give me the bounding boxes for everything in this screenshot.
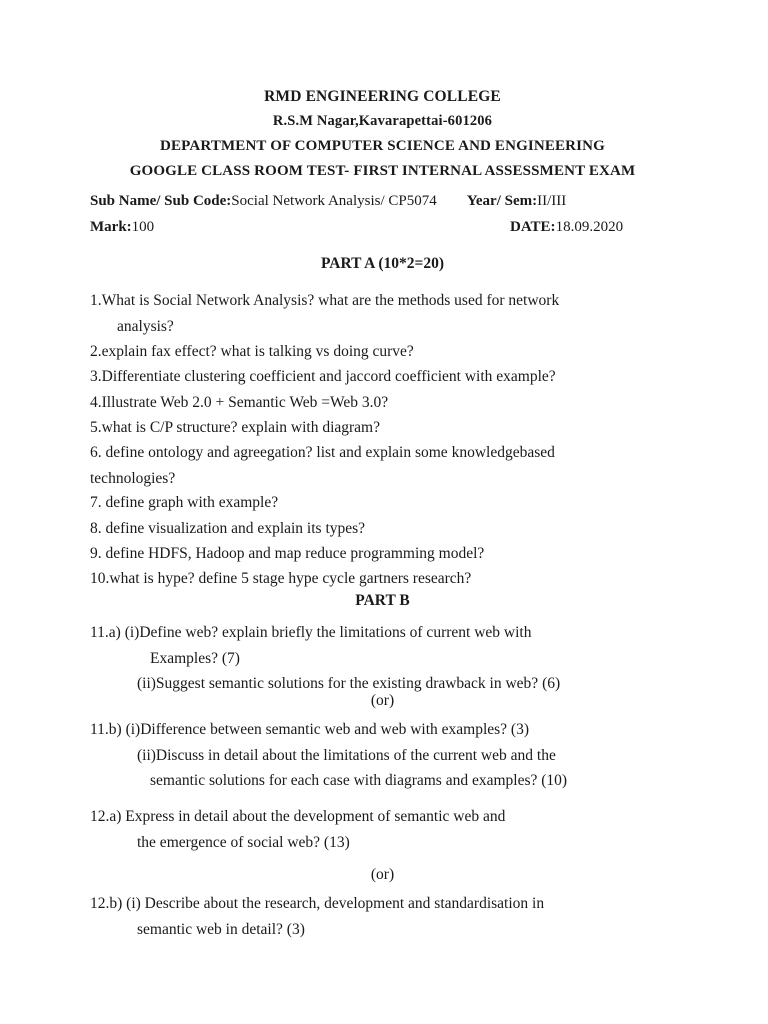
part-b-heading: PART B [355, 592, 410, 609]
year-sem-label: Year/ Sem: [466, 193, 538, 209]
question-a-10 [90, 566, 675, 592]
or-separator-1: (or) [370, 692, 395, 709]
college-address: R.S.M Nagar,Kavarapettai-601206 [272, 113, 493, 129]
part-a-heading: PART A (10*2=20) [320, 255, 445, 272]
question-a-9 [90, 541, 675, 567]
date-label: DATE: [510, 219, 556, 235]
subject-value: Social Network Analysis/ CP5074 [231, 193, 437, 209]
document-header [90, 84, 675, 184]
question-a-2-line1: 2.explain fax effect? what is talking vs doing curve? [90, 343, 414, 360]
date-value: 18.09.2020 [555, 219, 624, 235]
question-b-11a-line2: Examples? (7) [150, 649, 240, 667]
date-group [510, 215, 623, 240]
question-a-4 [90, 390, 675, 416]
question-b-12a-line2: the emergence of social web? (13) [137, 833, 350, 851]
exam-title: GOOGLE CLASS ROOM TEST- FIRST INTERNAL ASSESSMENT EXAM [129, 163, 636, 179]
question-b-11b-line1: 11.b) (i)Difference between semantic web and web with examples? (3) [90, 721, 529, 738]
subject-meta-row [90, 189, 675, 214]
department-name: DEPARTMENT OF COMPUTER SCIENCE AND ENGINEERING [160, 138, 605, 154]
subject-label: Sub Name/ Sub Code: [90, 193, 232, 209]
question-a-5-line1: 5.what is C/P structure? explain with diagram? [90, 419, 380, 436]
question-a-10-line1: 10.what is hype? define 5 stage hype cycle gartners research? [90, 570, 472, 587]
question-a-1 [90, 288, 675, 339]
question-b-12a-line1: 12.a) Express in detail about the development of semantic web and [90, 808, 506, 825]
mark-meta-row [90, 215, 675, 240]
question-a-6 [90, 440, 675, 491]
question-b-11a-line1: 11.a) (i)Define web? explain briefly the limitations of current web with [90, 624, 532, 641]
question-b-12b-line1: 12.b) (i) Describe about the research, development and standardisation in [90, 895, 545, 912]
question-b-11b-line3: semantic solutions for each case with diagrams and examples? (10) [150, 772, 568, 789]
question-a-6-line1: 6. define ontology and agreegation? list and explain some knowledgebased [90, 444, 555, 461]
question-b-12b-line2: semantic web in detail? (3) [137, 920, 305, 938]
college-name: RMD ENGINEERING COLLEGE [264, 88, 501, 105]
question-b-11b [90, 717, 675, 794]
question-a-1-line2: analysis? [117, 317, 174, 335]
question-b-12a [90, 804, 675, 855]
question-b-11b-line2: (ii)Discuss in detail about the limitations of the current web and the [137, 746, 556, 764]
or-separator-2: (or) [370, 866, 395, 883]
question-a-8 [90, 516, 675, 542]
question-a-4-line1: 4.Illustrate Web 2.0 + Semantic Web =Web 3.0? [90, 394, 389, 411]
question-a-3-line1: 3.Differentiate clustering coefficient and jaccord coefficient with example? [90, 368, 556, 385]
question-b-12b [90, 891, 675, 942]
question-a-8-line1: 8. define visualization and explain its types? [90, 520, 366, 537]
question-b-11a-line3: (ii)Suggest semantic solutions for the existing drawback in web? (6) [137, 675, 561, 692]
question-b-11a [90, 620, 675, 697]
year-sem-value: II/III [537, 193, 567, 209]
question-a-3 [90, 364, 675, 390]
question-a-9-line1: 9. define HDFS, Hadoop and map reduce programming model? [90, 545, 485, 562]
question-a-5 [90, 415, 675, 441]
question-a-2 [90, 339, 675, 365]
question-a-7 [90, 490, 675, 516]
mark-label: Mark: [90, 219, 132, 235]
mark-value: 100 [131, 219, 155, 235]
question-a-6-line2: technologies? [90, 469, 176, 487]
question-a-7-line1: 7. define graph with example? [90, 494, 279, 511]
question-a-1-line1: 1.What is Social Network Analysis? what are the methods used for network [90, 292, 560, 309]
